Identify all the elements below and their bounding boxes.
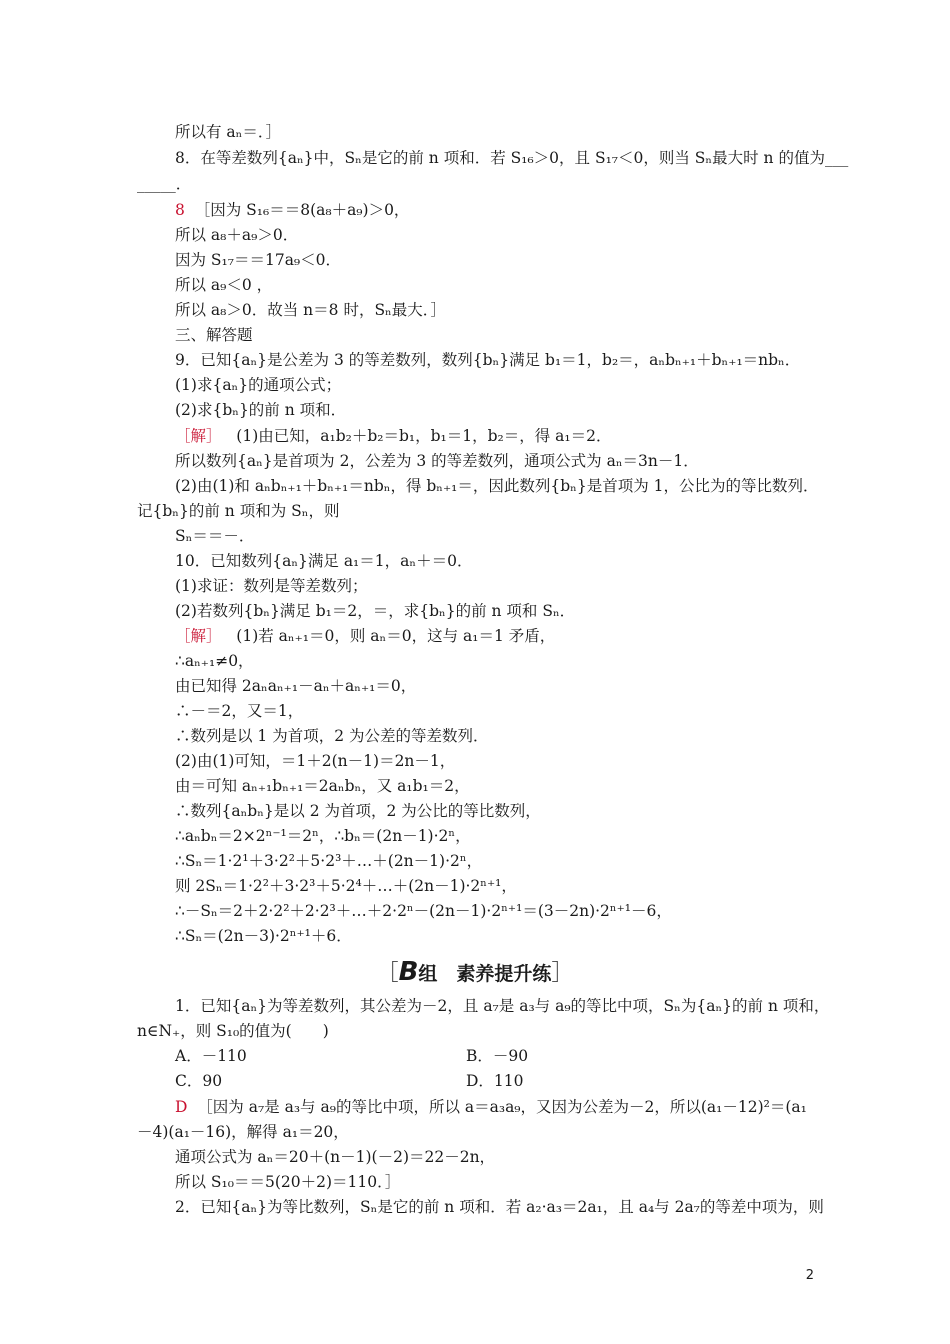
text-line: 因为 S₁₇＝＝17a₉＜0． [175,251,342,269]
text-line: 由已知得 2aₙaₙ₊₁－aₙ＋aₙ₊₁＝0， [175,677,417,695]
text-line: ∴－＝2，又＝1， [175,702,304,720]
text-line: ∴Sₙ＝(2n－3)·2ⁿ⁺¹＋6． [175,927,352,945]
section-b-label: B [398,957,419,987]
answer-8-choice: 8 [175,201,185,219]
text-line: (2)由(1)和 aₙbₙ₊₁＋bₙ₊₁＝nbₙ，得 bₙ₊₁＝，因此数列{bₙ}是首项为 1，公比为的等比数列． [175,477,819,495]
text-line: (2)由(1)可知，＝1＋2(n－1)＝2n－1， [175,752,456,770]
text-line: ∴aₙ₊₁≠0， [175,652,254,670]
solution-tag: ［解］ [175,427,222,445]
question-b1: 1．已知{aₙ}为等差数列，其公差为－2，且 a₇是 a₃与 a₉的等比中项，Sₙ为{aₙ}的前 n 项和， [175,997,830,1015]
question-10-part-1: (1)求证：数列是等差数列； [175,577,368,595]
option-c: C．90 [175,1072,223,1090]
answer-b1-text: ［因为 a₇是 a₃与 a₉的等比中项，所以 a＝a₃a₉，又因为公差为－2，所以(a₁－12)²＝(a₁ [197,1098,807,1116]
text-line: －4)(a₁－16)，解得 a₁＝20， [137,1123,349,1141]
question-9: 9．已知{aₙ}是公差为 3 的等差数列，数列{bₙ}满足 b₁＝1，b₂＝，aₙbₙ₊₁＋bₙ₊₁＝nbₙ． [175,351,801,369]
answer-8-text: ［因为 S₁₆＝＝8(a₈＋a₉)＞0， [194,201,410,219]
question-10-part-2: (2)若数列{bₙ}满足 b₁＝2，＝，求{bₙ}的前 n 项和 Sₙ． [175,602,576,620]
page-number: 2 [805,1268,814,1283]
solution-10-line [175,624,815,648]
solution-text: (1)若 aₙ₊₁＝0，则 aₙ＝0，这与 a₁＝1 矛盾， [236,627,556,645]
question-8: 8．在等差数列{aₙ}中，Sₙ是它的前 n 项和．若 S₁₆＞0，且 S₁₇＜0，则当 Sₙ最大时 n 的值为___ [175,149,849,167]
question-b1-cont: n∈N₊，则 S₁₀的值为( ) [137,1022,329,1040]
text-line: 所以 S₁₀＝＝5(20＋2)＝110．］ [175,1173,401,1191]
text-line: Sₙ＝＝－． [175,527,255,545]
text-line: ∴－Sₙ＝2＋2·2²＋2·2³＋…＋2·2ⁿ－(2n－1)·2ⁿ⁺¹＝(3－2n)·2ⁿ⁺¹－6， [175,902,672,920]
text-line: 由＝可知 aₙ₊₁bₙ₊₁＝2aₙbₙ，又 a₁b₁＝2， [175,777,470,795]
solution-9-line [175,424,815,448]
answer-b1-choice: D [175,1098,188,1116]
solution-tag: ［解］ [175,627,222,645]
text-line: 所以 a₈＞0．故当 n＝8 时，Sₙ最大．］ [175,301,447,319]
option-b: B．－90 [466,1047,529,1065]
section-b-heading [0,958,950,988]
question-9-part-1: (1)求{aₙ}的通项公式； [175,376,342,394]
text-line: ∴Sₙ＝1·2¹＋3·2²＋5·2³＋…＋(2n－1)·2ⁿ， [175,852,483,870]
answer-b1-line [175,1095,815,1119]
answer-8-line [175,198,815,222]
text-line: 则 2Sₙ＝1·2²＋3·2³＋5·2⁴＋…＋(2n－1)·2ⁿ⁺¹， [175,877,517,895]
left-bracket: ［ [376,961,399,986]
section-heading: 三、解答题 [175,326,253,344]
solution-text: (1)由已知，a₁b₂＋b₂＝b₁，b₁＝1，b₂＝，得 a₁＝2． [236,427,612,445]
text-line: 记{bₙ}的前 n 项和为 Sₙ，则 [137,502,340,520]
text-line: ∴数列是以 1 为首项，2 为公差的等差数列． [175,727,489,745]
option-d: D．110 [466,1072,524,1090]
question-8-blank: _____． [137,175,192,193]
text-line: 所以 a₉＜0 ， [175,276,273,294]
text-line: 所以 a₈＋a₉＞0． [175,226,299,244]
text-line: 所以数列{aₙ}是首项为 2，公差为 3 的等差数列，通项公式为 aₙ＝3n－1． [175,452,699,470]
question-b2: 2．已知{aₙ}为等比数列，Sₙ是它的前 n 项和．若 a₂·a₃＝2a₁，且 a₄与 2a₇的等差中项为，则 [175,1198,824,1216]
section-b-title: 组 素养提升练 [418,963,552,985]
option-a: A．－110 [175,1047,247,1065]
text-line: 通项公式为 aₙ＝20＋(n－1)(－2)＝22－2n， [175,1148,496,1166]
text-line: 所以有 aₙ＝．］ [175,123,282,141]
question-9-part-2: (2)求{bₙ}的前 n 项和． [175,401,347,419]
text-line: ∴数列{aₙbₙ}是以 2 为首项，2 为公比的等比数列， [175,802,541,820]
text-line: ∴aₙbₙ＝2×2ⁿ⁻¹＝2ⁿ，∴bₙ＝(2n－1)·2ⁿ， [175,827,471,845]
right-bracket: ］ [551,961,574,986]
question-10: 10．已知数列{aₙ}满足 a₁＝1，aₙ＋＝0． [175,552,473,570]
